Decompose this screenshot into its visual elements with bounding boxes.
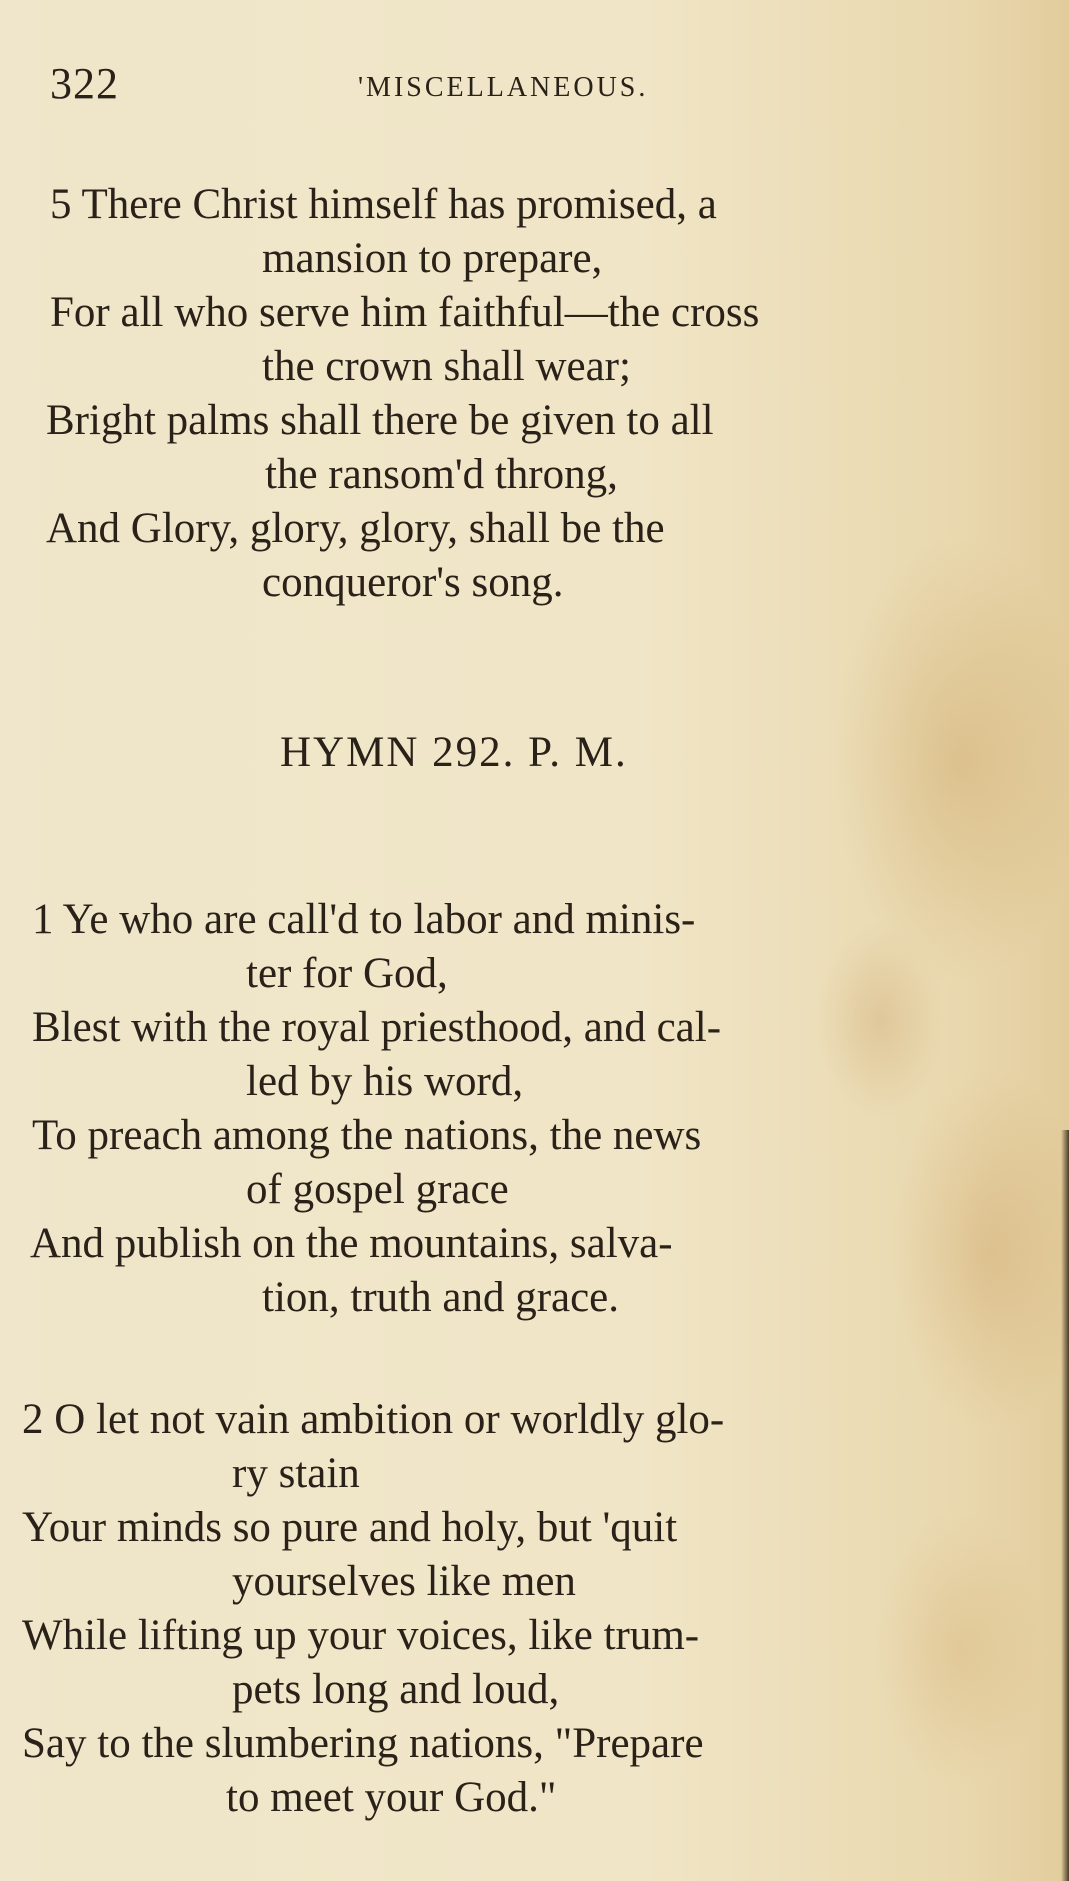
running-head: 'MISCELLANEOUS.: [358, 72, 649, 103]
page-number: 322: [50, 59, 119, 108]
verse-line: tion, truth and grace.: [262, 1274, 620, 1321]
verse-line: And publish on the mountains, salva-: [30, 1220, 673, 1267]
verse-line: yourselves like men: [232, 1558, 576, 1605]
verse-line: ry stain: [232, 1450, 360, 1497]
verse-line: mansion to prepare,: [262, 235, 603, 282]
verse-line: For all who serve him faithful—the cross: [50, 289, 760, 336]
verse-line: To preach among the nations, the news: [32, 1112, 702, 1159]
verse-line: conqueror's song.: [262, 559, 564, 606]
page-edge-shadow: [1061, 1130, 1069, 1881]
verse-line: Say to the slumbering nations, "Prepare: [22, 1720, 704, 1767]
verse-line: 5 There Christ himself has promised, a: [50, 181, 717, 228]
verse-line: ter for God,: [246, 950, 448, 997]
verse-line: While lifting up your voices, like trum-: [22, 1612, 700, 1659]
verse-line: Blest with the royal priesthood, and cal-: [32, 1004, 722, 1051]
verse-line: 1 Ye who are call'd to labor and minis-: [32, 896, 696, 943]
verse-line: the crown shall wear;: [262, 343, 631, 390]
verse-line: And Glory, glory, glory, shall be the: [46, 505, 665, 552]
verse-line: the ransom'd throng,: [265, 451, 618, 498]
verse-line: led by his word,: [246, 1058, 524, 1105]
verse-line: pets long and loud,: [232, 1666, 560, 1713]
verse-line: Your minds so pure and holy, but 'quit: [22, 1504, 678, 1551]
page-header: [50, 58, 1030, 118]
verse-line: of gospel grace: [246, 1166, 509, 1213]
verse-line: Bright palms shall there be given to all: [46, 397, 714, 444]
verse-line: to meet your God.": [226, 1774, 557, 1821]
verse-line: 2 O let not vain ambition or worldly glo-: [22, 1396, 725, 1443]
hymn-title: HYMN 292. P. M.: [280, 729, 628, 776]
